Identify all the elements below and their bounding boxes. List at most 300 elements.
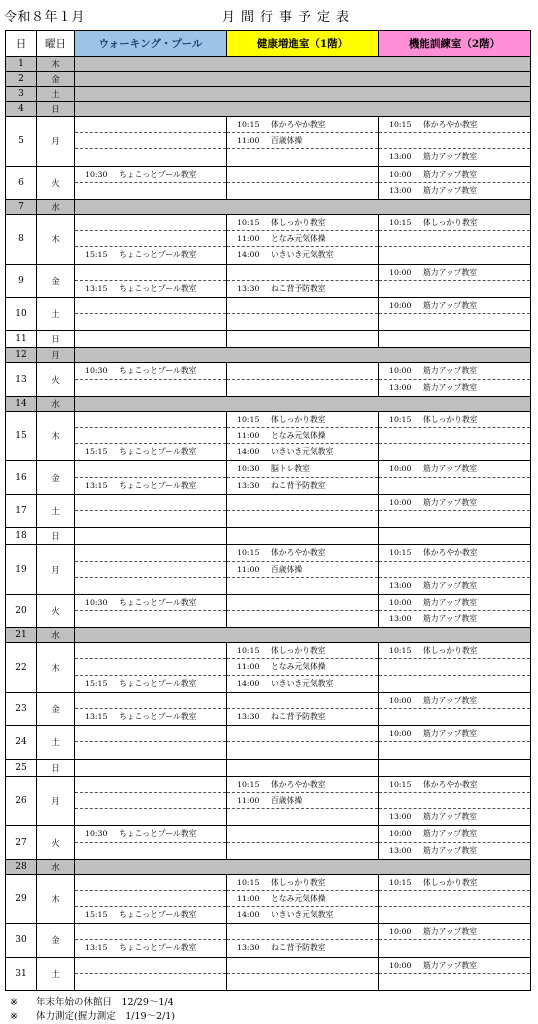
day-number: 16 bbox=[6, 461, 37, 494]
time-slot bbox=[227, 709, 378, 725]
event-time: 10:00 bbox=[389, 169, 412, 179]
event-time: 11:00 bbox=[237, 564, 260, 574]
day-number: 22 bbox=[6, 643, 37, 693]
weekday: 火 bbox=[37, 166, 75, 199]
time-slot bbox=[379, 875, 530, 891]
event-name: ちょこっとプール教室 bbox=[119, 829, 197, 839]
event-name: 筋力アップ教室 bbox=[423, 300, 478, 310]
weekday: 金 bbox=[37, 461, 75, 494]
weekday: 土 bbox=[37, 726, 75, 759]
event-name: 体かろやか教室 bbox=[271, 120, 326, 129]
closed-day-row bbox=[6, 87, 531, 102]
time-slot bbox=[379, 133, 530, 149]
rehab-cell bbox=[379, 759, 531, 776]
time-slot bbox=[379, 167, 530, 183]
document-date: 令和８年１月 bbox=[4, 10, 86, 25]
day-number: 31 bbox=[6, 957, 37, 990]
time-slot bbox=[75, 940, 226, 956]
weekday: 金 bbox=[37, 692, 75, 725]
time-slot bbox=[227, 907, 378, 923]
event-name: 筋力アップ教室 bbox=[423, 614, 478, 624]
gym-cell bbox=[227, 214, 379, 264]
day-number: 7 bbox=[6, 199, 37, 214]
time-slot bbox=[379, 461, 530, 477]
closed-cell bbox=[75, 859, 531, 874]
event-name: いきいき元気教室 bbox=[271, 250, 334, 260]
event-name: ちょこっとプール教室 bbox=[119, 678, 197, 688]
rehab-cell bbox=[379, 461, 531, 494]
time-slot bbox=[227, 809, 378, 825]
time-slot bbox=[75, 183, 226, 199]
time-slot bbox=[75, 149, 226, 165]
time-slot bbox=[75, 528, 226, 544]
day-row bbox=[6, 528, 531, 545]
day-number: 21 bbox=[6, 628, 37, 643]
time-slot bbox=[75, 247, 226, 263]
event-name: ねこ背予防教室 bbox=[271, 943, 326, 953]
day-row bbox=[6, 692, 531, 725]
time-slot bbox=[75, 412, 226, 428]
event-time: 13:00 bbox=[389, 845, 412, 855]
time-slot bbox=[75, 461, 226, 477]
pool-cell bbox=[75, 461, 227, 494]
time-slot bbox=[379, 843, 530, 859]
event-name: 体しっかり教室 bbox=[423, 877, 478, 887]
time-slot bbox=[227, 726, 378, 742]
event-time: 15:15 bbox=[85, 447, 108, 457]
day-number: 13 bbox=[6, 363, 37, 396]
time-slot bbox=[379, 659, 530, 675]
event-time: 10:00 bbox=[389, 597, 412, 607]
pool-cell bbox=[75, 726, 227, 759]
event-time: 11:00 bbox=[237, 431, 260, 440]
weekday: 木 bbox=[37, 57, 75, 72]
event-time: 10:00 bbox=[389, 300, 412, 310]
closed-cell bbox=[75, 87, 531, 102]
time-slot bbox=[379, 595, 530, 611]
gym-cell bbox=[227, 924, 379, 957]
time-slot bbox=[75, 380, 226, 396]
pool-cell bbox=[75, 166, 227, 199]
event-time: 15:15 bbox=[85, 910, 108, 920]
time-slot bbox=[75, 891, 226, 907]
event-time: 10:15 bbox=[237, 646, 260, 656]
weekday: 火 bbox=[37, 826, 75, 859]
day-row bbox=[6, 166, 531, 199]
event-name: となみ元気体操 bbox=[271, 431, 326, 440]
event-name: ちょこっとプール教室 bbox=[119, 447, 197, 457]
time-slot bbox=[75, 659, 226, 675]
time-slot bbox=[227, 511, 378, 527]
time-slot bbox=[227, 412, 378, 428]
day-row bbox=[6, 461, 531, 494]
event-time: 10:30 bbox=[85, 597, 108, 607]
event-name: 筋力アップ教室 bbox=[423, 812, 478, 822]
event-time: 13:30 bbox=[237, 712, 260, 721]
gym-cell bbox=[227, 528, 379, 545]
event-time: 10:15 bbox=[237, 779, 260, 789]
event-name: 百歳体操 bbox=[271, 795, 303, 805]
rehab-cell bbox=[379, 494, 531, 527]
weekday: 金 bbox=[37, 924, 75, 957]
day-number: 30 bbox=[6, 924, 37, 957]
time-slot bbox=[75, 843, 226, 859]
gym-cell bbox=[227, 776, 379, 826]
event-time: 10:00 bbox=[389, 960, 412, 970]
day-row bbox=[6, 957, 531, 990]
time-slot bbox=[379, 958, 530, 974]
closed-cell bbox=[75, 628, 531, 643]
pool-cell bbox=[75, 924, 227, 957]
time-slot bbox=[75, 709, 226, 725]
event-name: 体かろやか教室 bbox=[423, 779, 478, 789]
time-slot bbox=[379, 231, 530, 247]
pool-cell bbox=[75, 594, 227, 627]
event-name: 筋力アップ教室 bbox=[423, 382, 478, 392]
day-row bbox=[6, 826, 531, 859]
gym-cell bbox=[227, 264, 379, 297]
time-slot bbox=[227, 777, 378, 793]
rehab-cell bbox=[379, 363, 531, 396]
event-time: 10:15 bbox=[237, 548, 260, 558]
time-slot bbox=[379, 611, 530, 627]
time-slot bbox=[379, 298, 530, 314]
event-name: ちょこっとプール教室 bbox=[119, 943, 197, 953]
weekday: 月 bbox=[37, 545, 75, 595]
time-slot bbox=[379, 907, 530, 923]
time-slot bbox=[75, 314, 226, 330]
gym-cell bbox=[227, 643, 379, 693]
day-row bbox=[6, 117, 531, 167]
time-slot bbox=[379, 742, 530, 758]
pool-cell bbox=[75, 528, 227, 545]
weekday: 日 bbox=[37, 528, 75, 545]
event-time: 14:00 bbox=[237, 250, 260, 260]
event-time: 13:30 bbox=[237, 480, 260, 490]
day-number: 15 bbox=[6, 411, 37, 461]
weekday: 金 bbox=[37, 72, 75, 87]
closed-cell bbox=[75, 102, 531, 117]
time-slot bbox=[227, 760, 378, 776]
event-time: 11:00 bbox=[237, 662, 260, 672]
time-slot bbox=[227, 183, 378, 199]
day-number: 12 bbox=[6, 348, 37, 363]
day-number: 19 bbox=[6, 545, 37, 595]
event-name: ちょこっとプール教室 bbox=[119, 597, 197, 607]
weekday: 木 bbox=[37, 214, 75, 264]
time-slot bbox=[75, 511, 226, 527]
time-slot bbox=[75, 331, 226, 347]
rehab-cell bbox=[379, 331, 531, 348]
day-number: 5 bbox=[6, 117, 37, 167]
rehab-cell bbox=[379, 166, 531, 199]
gym-cell bbox=[227, 363, 379, 396]
event-name: 体しっかり教室 bbox=[423, 217, 478, 227]
time-slot bbox=[75, 809, 226, 825]
rehab-cell bbox=[379, 643, 531, 693]
time-slot bbox=[75, 777, 226, 793]
event-time: 14:00 bbox=[237, 910, 260, 920]
event-time: 10:15 bbox=[389, 779, 412, 789]
event-time: 13:15 bbox=[85, 283, 108, 293]
day-row bbox=[6, 643, 531, 693]
rehab-cell bbox=[379, 594, 531, 627]
time-slot bbox=[379, 247, 530, 263]
event-time: 14:00 bbox=[237, 678, 260, 688]
time-slot bbox=[379, 777, 530, 793]
time-slot bbox=[379, 578, 530, 594]
rehab-cell bbox=[379, 528, 531, 545]
time-slot bbox=[379, 412, 530, 428]
day-number: 27 bbox=[6, 826, 37, 859]
event-time: 10:30 bbox=[85, 366, 108, 376]
day-number: 6 bbox=[6, 166, 37, 199]
time-slot bbox=[75, 974, 226, 990]
weekday: 月 bbox=[37, 117, 75, 167]
event-name: 筋力アップ教室 bbox=[423, 185, 478, 195]
day-number: 24 bbox=[6, 726, 37, 759]
time-slot bbox=[75, 643, 226, 659]
schedule-table bbox=[5, 30, 531, 991]
document-title: 月間行事予定表 bbox=[222, 10, 356, 25]
time-slot bbox=[227, 843, 378, 859]
rehab-cell bbox=[379, 776, 531, 826]
time-slot bbox=[227, 461, 378, 477]
event-name: 体かろやか教室 bbox=[271, 779, 326, 789]
time-slot bbox=[227, 247, 378, 263]
event-name: ねこ背予防教室 bbox=[271, 283, 326, 293]
gym-cell bbox=[227, 331, 379, 348]
event-name: となみ元気体操 bbox=[271, 662, 326, 672]
pool-cell bbox=[75, 874, 227, 924]
gym-cell bbox=[227, 874, 379, 924]
event-time: 11:00 bbox=[237, 795, 260, 805]
time-slot bbox=[75, 363, 226, 379]
day-number: 1 bbox=[6, 57, 37, 72]
time-slot bbox=[227, 133, 378, 149]
time-slot bbox=[379, 643, 530, 659]
event-name: となみ元気体操 bbox=[271, 234, 326, 244]
event-time: 10:15 bbox=[237, 414, 260, 424]
event-name: ちょこっとプール教室 bbox=[119, 712, 197, 721]
event-name: 筋力アップ教室 bbox=[423, 580, 478, 590]
time-slot bbox=[75, 215, 226, 231]
time-slot bbox=[227, 611, 378, 627]
event-name: ちょこっとプール教室 bbox=[119, 480, 197, 490]
time-slot bbox=[227, 478, 378, 494]
event-time: 10:00 bbox=[389, 829, 412, 839]
day-row bbox=[6, 759, 531, 776]
event-name: 体かろやか教室 bbox=[271, 548, 326, 558]
time-slot bbox=[227, 595, 378, 611]
weekday: 土 bbox=[37, 957, 75, 990]
day-row bbox=[6, 494, 531, 527]
rehab-cell bbox=[379, 874, 531, 924]
time-slot bbox=[227, 495, 378, 511]
event-time: 13:15 bbox=[85, 480, 108, 490]
event-name: 百歳体操 bbox=[271, 136, 303, 146]
event-time: 10:30 bbox=[237, 464, 260, 474]
event-name: 筋力アップ教室 bbox=[423, 497, 478, 507]
day-row bbox=[6, 214, 531, 264]
schedule-body bbox=[6, 57, 531, 991]
weekday: 土 bbox=[37, 87, 75, 102]
time-slot bbox=[227, 826, 378, 842]
event-name: いきいき元気教室 bbox=[271, 447, 334, 457]
time-slot bbox=[379, 940, 530, 956]
time-slot bbox=[227, 562, 378, 578]
time-slot bbox=[379, 562, 530, 578]
event-name: 筋力アップ教室 bbox=[423, 927, 478, 937]
weekday: 水 bbox=[37, 859, 75, 874]
event-name: 筋力アップ教室 bbox=[423, 597, 478, 607]
time-slot bbox=[227, 331, 378, 347]
gym-cell bbox=[227, 759, 379, 776]
time-slot bbox=[227, 693, 378, 709]
time-slot bbox=[227, 676, 378, 692]
time-slot bbox=[75, 495, 226, 511]
time-slot bbox=[75, 793, 226, 809]
time-slot bbox=[75, 562, 226, 578]
time-slot bbox=[379, 676, 530, 692]
day-number: 3 bbox=[6, 87, 37, 102]
rehab-cell bbox=[379, 411, 531, 461]
event-time: 13:00 bbox=[389, 614, 412, 624]
pool-cell bbox=[75, 117, 227, 167]
footnote-mark: ※ bbox=[10, 1011, 18, 1022]
closed-day-row bbox=[6, 396, 531, 411]
time-slot bbox=[75, 298, 226, 314]
time-slot bbox=[227, 793, 378, 809]
gym-cell bbox=[227, 692, 379, 725]
time-slot bbox=[75, 545, 226, 561]
time-slot bbox=[227, 444, 378, 460]
time-slot bbox=[75, 726, 226, 742]
event-name: ねこ背予防教室 bbox=[271, 480, 326, 490]
pool-cell bbox=[75, 494, 227, 527]
event-time: 10:00 bbox=[389, 927, 412, 937]
day-row bbox=[6, 594, 531, 627]
time-slot bbox=[379, 809, 530, 825]
weekday: 土 bbox=[37, 494, 75, 527]
gym-cell bbox=[227, 594, 379, 627]
event-name: いきいき元気教室 bbox=[271, 678, 334, 688]
event-time: 13:00 bbox=[389, 152, 412, 162]
time-slot bbox=[379, 478, 530, 494]
event-time: 10:15 bbox=[389, 877, 412, 887]
closed-cell bbox=[75, 72, 531, 87]
time-slot bbox=[75, 742, 226, 758]
event-name: ちょこっとプール教室 bbox=[119, 283, 197, 293]
time-slot bbox=[379, 183, 530, 199]
closed-day-row bbox=[6, 628, 531, 643]
footnote-holiday bbox=[10, 994, 174, 1008]
closed-day-row bbox=[6, 199, 531, 214]
time-slot bbox=[75, 231, 226, 247]
time-slot bbox=[379, 760, 530, 776]
event-time: 10:00 bbox=[389, 729, 412, 739]
event-time: 10:15 bbox=[237, 877, 260, 887]
time-slot bbox=[75, 133, 226, 149]
event-time: 10:15 bbox=[389, 646, 412, 656]
rehab-cell bbox=[379, 264, 531, 297]
closed-day-row bbox=[6, 102, 531, 117]
day-number: 11 bbox=[6, 331, 37, 348]
day-number: 8 bbox=[6, 214, 37, 264]
day-row bbox=[6, 264, 531, 297]
event-name: 百歳体操 bbox=[271, 564, 303, 574]
time-slot bbox=[75, 958, 226, 974]
header-rehab: 機能訓練室（2階） bbox=[379, 31, 531, 57]
time-slot bbox=[379, 974, 530, 990]
time-slot bbox=[75, 595, 226, 611]
time-slot bbox=[379, 281, 530, 297]
time-slot bbox=[75, 167, 226, 183]
time-slot bbox=[379, 528, 530, 544]
event-time: 10:30 bbox=[85, 169, 108, 179]
event-time: 13:15 bbox=[85, 943, 108, 953]
event-time: 14:00 bbox=[237, 447, 260, 457]
time-slot bbox=[75, 875, 226, 891]
event-name: 体しっかり教室 bbox=[271, 646, 326, 656]
time-slot bbox=[75, 676, 226, 692]
gym-cell bbox=[227, 411, 379, 461]
time-slot bbox=[379, 117, 530, 133]
closed-day-row bbox=[6, 57, 531, 72]
gym-cell bbox=[227, 494, 379, 527]
day-number: 20 bbox=[6, 594, 37, 627]
time-slot bbox=[75, 478, 226, 494]
event-name: 筋力アップ教室 bbox=[423, 267, 478, 277]
time-slot bbox=[75, 117, 226, 133]
header-day: 日 bbox=[6, 31, 37, 57]
day-row bbox=[6, 726, 531, 759]
event-time: 13:00 bbox=[389, 185, 412, 195]
event-time: 13:00 bbox=[389, 580, 412, 590]
day-number: 29 bbox=[6, 874, 37, 924]
time-slot bbox=[227, 380, 378, 396]
closed-cell bbox=[75, 396, 531, 411]
day-number: 14 bbox=[6, 396, 37, 411]
time-slot bbox=[379, 428, 530, 444]
time-slot bbox=[379, 495, 530, 511]
time-slot bbox=[227, 958, 378, 974]
footnote-mark: ※ bbox=[10, 997, 18, 1008]
rehab-cell bbox=[379, 117, 531, 167]
time-slot bbox=[227, 545, 378, 561]
time-slot bbox=[75, 693, 226, 709]
time-slot bbox=[227, 298, 378, 314]
pool-cell bbox=[75, 411, 227, 461]
pool-cell bbox=[75, 957, 227, 990]
time-slot bbox=[379, 215, 530, 231]
event-name: 筋力アップ教室 bbox=[423, 729, 478, 739]
time-slot bbox=[227, 231, 378, 247]
time-slot bbox=[227, 578, 378, 594]
day-number: 18 bbox=[6, 528, 37, 545]
event-time: 13:00 bbox=[389, 382, 412, 392]
event-time: 10:00 bbox=[389, 267, 412, 277]
gym-cell bbox=[227, 166, 379, 199]
day-number: 23 bbox=[6, 692, 37, 725]
event-name: 筋力アップ教室 bbox=[423, 960, 478, 970]
time-slot bbox=[379, 693, 530, 709]
time-slot bbox=[75, 924, 226, 940]
event-name: 体しっかり教室 bbox=[271, 414, 326, 424]
event-time: 11:00 bbox=[237, 893, 260, 903]
day-number: 26 bbox=[6, 776, 37, 826]
pool-cell bbox=[75, 643, 227, 693]
